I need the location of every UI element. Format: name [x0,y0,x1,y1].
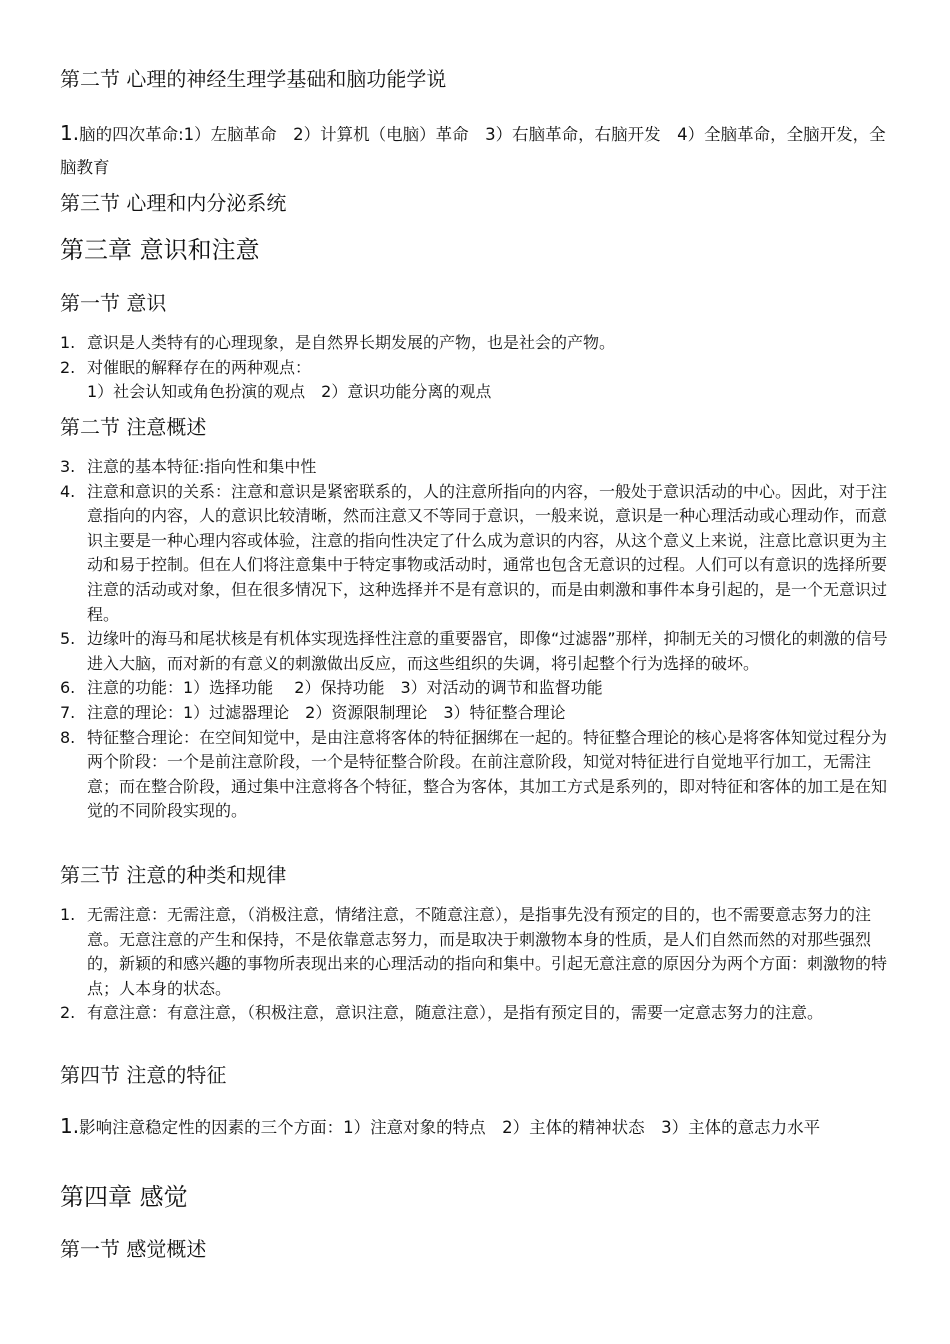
section-heading: 第一节 意识 [60,291,167,315]
chapter-heading: 第四章 感觉 [60,1183,188,1211]
list-item [60,1001,896,1026]
section-heading: 第四节 注意的特征 [60,1063,227,1087]
list-item-number: 7. [60,702,76,722]
list-item-text: 注意的理论：1）过滤器理论 2）资源限制理论 3）特征整合理论 [87,702,566,722]
list-item-text: 无需注意：无需注意，（消极注意，情绪注意，不随意注意），是指事先没有预定的目的，也不需要意志努力的注意。无意注意的产生和保持，不是依靠意志努力，而是取决于刺激物本身的性质，是人们自然而然的对那些强烈的，新颖的和感兴趣的事物所表现出来的心理活动的指向和集中。引起无意注意的原因分为两个方面：刺激物的特点；人本身的状态。 [87,905,888,998]
numbered-list [60,903,896,1026]
numbered-list [60,331,896,380]
list-item [60,480,896,628]
list-item-text: 注意和意识的关系：注意和意识是紧密联系的，人的注意所指向的内容，一般处于意识活动的中心。因此，对于注意指向的内容，人的意识比较清晰，然而注意又不等同于意识，一般来说，意识是一种心理活动或心理动作，而意识主要是一种心理内容或体验，注意的指向性决定了什么成为意识的内容，从这个意义上来说，注意比意识更为主动和易于控制。但在人们将注意集中于特定事物或活动时，通常也包含无意识的过程。人们可以有意识的选择所要注意的活动或对象，但在很多情况下，这种选择并不是有意识的，而是由刺激和事件本身引起的，是一个无意识过程。 [87,481,888,624]
list-item-text: 注意的功能：1）选择功能 2）保持功能 3）对活动的调节和监督功能 [87,678,603,698]
list-item-number: 6. [60,678,76,698]
list-item [60,903,896,1001]
paragraph-text: 脑的四次革命:1）左脑革命 2）计算机（电脑）革命 3）右脑革命，右脑开发 4）全脑革命，全脑开发，全脑教育 [60,125,886,177]
list-item-number: 4. [60,481,76,501]
section-heading: 第三节 注意的种类和规律 [60,863,287,887]
list-item-number: 1. [60,905,76,924]
list-item-number: 2. [60,357,76,377]
list-item [60,356,896,381]
paragraph-text: 影响注意稳定性的因素的三个方面：1）注意对象的特点 2）主体的精神状态 3）主体的意志力水平 [79,1118,821,1137]
section-heading: 第一节 感觉概述 [60,1237,207,1261]
list-item-text: 对催眠的解释存在的两种观点： [87,357,312,377]
list-item-number: 3. [60,457,76,476]
list-subitem: 1）社会认知或角色扮演的观点 2）意识功能分离的观点 [87,382,492,401]
section-heading: 第二节 注意概述 [60,415,207,439]
list-item [60,627,896,676]
list-item-number: 8. [60,727,76,747]
list-item-number: 1. [60,333,76,352]
paragraph-attention-stability [60,1110,900,1144]
list-item [60,701,896,726]
paragraph-brain-revolutions [60,117,900,184]
list-item [60,455,896,480]
list-item-text: 注意的基本特征:指向性和集中性 [87,457,317,476]
numbered-list [60,455,896,824]
list-item-text: 特征整合理论：在空间知觉中，是由注意将客体的特征捆绑在一起的。特征整合理论的核心是将客体知觉过程分为两个阶段：一个是前注意阶段，一个是特征整合阶段。在前注意阶段，知觉对特征进行自觉地平行加工，无需注意；而在整合阶段，通过集中注意将各个特征，整合为客体，其加工方式是系列的，即对特征和客体的加工是在知觉的不同阶段实现的。 [87,727,888,821]
chapter-heading: 第三章 意识和注意 [60,236,260,264]
list-item [60,726,896,824]
list-item [60,331,896,356]
list-item-text: 意识是人类特有的心理现象，是自然界长期发展的产物，也是社会的产物。 [87,333,616,352]
list-item [60,676,896,701]
list-item-number: 2. [60,1003,76,1023]
paragraph-number: 1. [60,1114,80,1138]
list-item-text: 边缘叶的海马和尾状核是有机体实现选择性注意的重要器官，即像“过滤器”那样，抑制无关的习惯化的刺激的信号进入大脑，而对新的有意义的刺激做出反应，而这些组织的失调，将引起整个行为选择的破坏。 [87,629,888,673]
section-heading: 第二节 心理的神经生理学基础和脑功能学说 [60,67,447,91]
list-item-number: 5. [60,629,76,649]
paragraph-number: 1. [60,121,80,145]
list-item-text: 有意注意：有意注意，（积极注意，意识注意，随意注意），是指有预定目的，需要一定意志努力的注意。 [87,1003,824,1023]
section-heading: 第三节 心理和内分泌系统 [60,191,287,215]
